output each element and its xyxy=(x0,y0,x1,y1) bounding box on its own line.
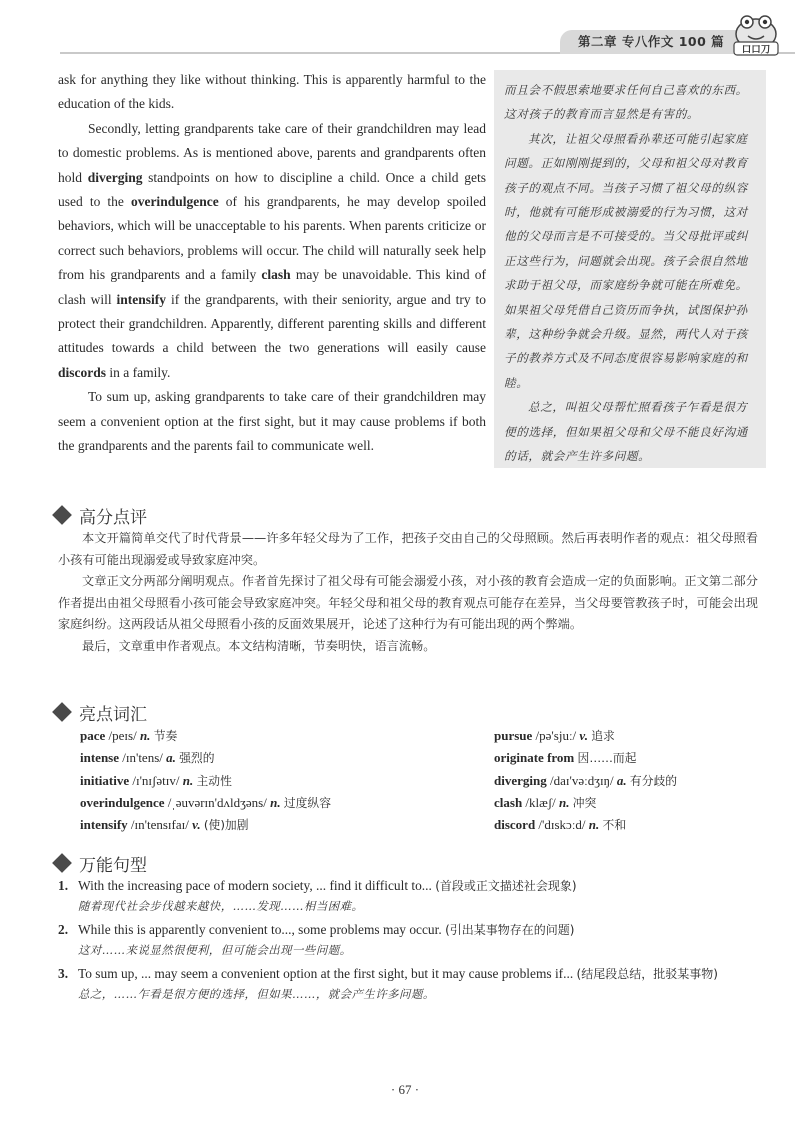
keyword-intensify: intensify xyxy=(116,291,167,307)
keyword-clash: clash xyxy=(261,267,291,283)
commentary-body xyxy=(58,528,758,657)
vocab-list-right xyxy=(494,725,677,836)
pattern-item: 1. With the increasing pace of modern society, ... find it difficult to... (首段或正文描述社会现象) 随着现代社会步伐越来越快，……发现……相当困难。 xyxy=(58,878,577,913)
commentary-paragraph-3: 最后，文章重申作者观点。本文结构清晰，节奏明快，语言流畅。 xyxy=(82,638,436,653)
diamond-bullet-icon xyxy=(52,702,72,722)
mascot-label: 口口刀 xyxy=(741,44,771,56)
vocab-item: originate from 因……而起 xyxy=(494,750,637,766)
vocab-item: initiative /ɪ'nɪʃətɪv/ n. 主动性 xyxy=(80,772,232,788)
chapter-title: 第二章 专八作文 100 篇 xyxy=(578,34,725,49)
vocab-item: discord /'dɪskɔːd/ n. 不和 xyxy=(494,817,627,833)
chapter-tab xyxy=(560,30,738,54)
vocab-item: pace /peɪs/ n. 节奏 xyxy=(80,728,178,743)
pattern-item: 3. To sum up, ... may seem a convenient option at the first sight, but it may cause problems if... (结尾段总结，批驳某事物) 总之，……乍看是很方便的选择，但如果……，就会产生许多问题。 xyxy=(58,966,718,1001)
vocab-item: pursue /pə'sjuː/ v. 追求 xyxy=(494,728,615,743)
patterns-title: 万能句型 xyxy=(79,855,147,876)
page-number: · 67 · xyxy=(390,1082,420,1097)
vocab-item: clash /klæʃ/ n. 冲突 xyxy=(494,794,597,810)
essay-paragraph-2: Secondly, letting grandparents take care of their grandchildren may lead to domestic problems. As is mentioned above, parents and grandparents often hold diverging standpoints on how to discipline a child. Once a child gets used to the overindulgence of his grandparents, he may develop spoiled behaviors, which will be unacceptable to his parents. When parents criticize or correct such behaviors, problems will occur. The child will naturally seek help from his grandparents and a family clash may be unavoidable. This kind of clash will intensify if the grandparents, with their seniority, argue and try to protect their grandchildren. Apparently, different parenting skills and different attitudes towards a child between the two generations will easily cause discords in a family. xyxy=(58,120,486,380)
vocabulary-title: 亮点词汇 xyxy=(79,704,147,725)
vocab-list-left xyxy=(80,725,331,836)
keyword-overindulgence: overindulgence xyxy=(130,194,219,210)
commentary-heading xyxy=(52,502,147,528)
commentary-paragraph-2: 文章正文分两部分阐明观点。作者首先探讨了祖父母有可能会溺爱小孩，对小孩的教育会造成一定的负面影响。正文第二部分作者提出由祖父母照看小孩可能会导致家庭冲突。年轻父母和祖父母的教育观点可能存在差异，当父母要管教孩子时，可能会出现家庭纠纷。这两段话从祖父母照看小孩的反面效果展开，论述了这种行为有可能出现的两个弊端。 xyxy=(58,574,758,631)
translation-box xyxy=(494,70,766,468)
essay-paragraph-3: To sum up, asking grandparents to take care of their grandchildren may seem a convenient option at the first sight, but it may cause problems if both the grandparents and the parents fail to communicate well. xyxy=(58,389,486,454)
keyword-diverging: diverging xyxy=(87,169,143,185)
translation-paragraph-2: 其次，让祖父母照看孙辈还可能引起家庭问题。正如刚刚提到的，父母和祖父母对教育孩子的观点不同。当孩子习惯了祖父母的纵容时，他就有可能形成被溺爱的行为习惯，这对他的父母而言是不可接受的。当父母批评或纠正这些行为，问题就会出现。孩子会很自然地求助于祖父母，而家庭纷争就可能在所难免。如果祖父母凭借自己资历而争执，试图保护孙辈，这种纷争就会升级。显然，两代人对于孩子的教养方式及不同态度很容易影响家庭的和睦。 xyxy=(504,131,748,390)
vocab-item: diverging /daɪ'vəːdʒɪŋ/ a. 有分歧的 xyxy=(494,772,678,788)
essay-paragraph-1: ask for anything they like without thinking. This is apparently harmful to the education of the kids. xyxy=(58,72,486,112)
vocab-item: overindulgence /ˌəuvərɪn'dʌldʒəns/ n. 过度纵容 xyxy=(80,794,332,810)
commentary-paragraph-1: 本文开篇简单交代了时代背景——许多年轻父母为了工作，把孩子交由自己的父母照顾。然后再表明作者的观点：祖父母照看小孩有可能出现溺爱或导致家庭冲突。 xyxy=(58,531,758,567)
diamond-bullet-icon xyxy=(52,853,72,873)
commentary-title: 高分点评 xyxy=(79,507,147,528)
essay-body xyxy=(58,68,486,459)
vocab-item: intensify /ɪn'tensɪfaɪ/ v. (使)加剧 xyxy=(80,817,249,833)
vocab-item: intense /ɪn'tens/ a. 强烈的 xyxy=(80,750,215,766)
pattern-item: 2. While this is apparently convenient to..., some problems may occur. (引出某事物存在的问题) 这对……来说显然很便利，但可能会出现一些问题。 xyxy=(58,922,575,957)
patterns-list xyxy=(58,876,768,1008)
patterns-heading xyxy=(52,850,147,876)
translation-paragraph-3: 总之，叫祖父母帮忙照看孩子乍看是很方便的选择，但如果祖父母和父母不能良好沟通的话，就会产生许多问题。 xyxy=(504,400,748,464)
keyword-discords: discords xyxy=(58,364,107,380)
translation-paragraph-1: 而且会不假思索地要求任何自己喜欢的东西。这对孩子的教育而言显然是有害的。 xyxy=(504,83,748,122)
diamond-bullet-icon xyxy=(52,505,72,525)
frog-mascot-icon xyxy=(728,14,784,58)
vocabulary-heading xyxy=(52,699,147,725)
